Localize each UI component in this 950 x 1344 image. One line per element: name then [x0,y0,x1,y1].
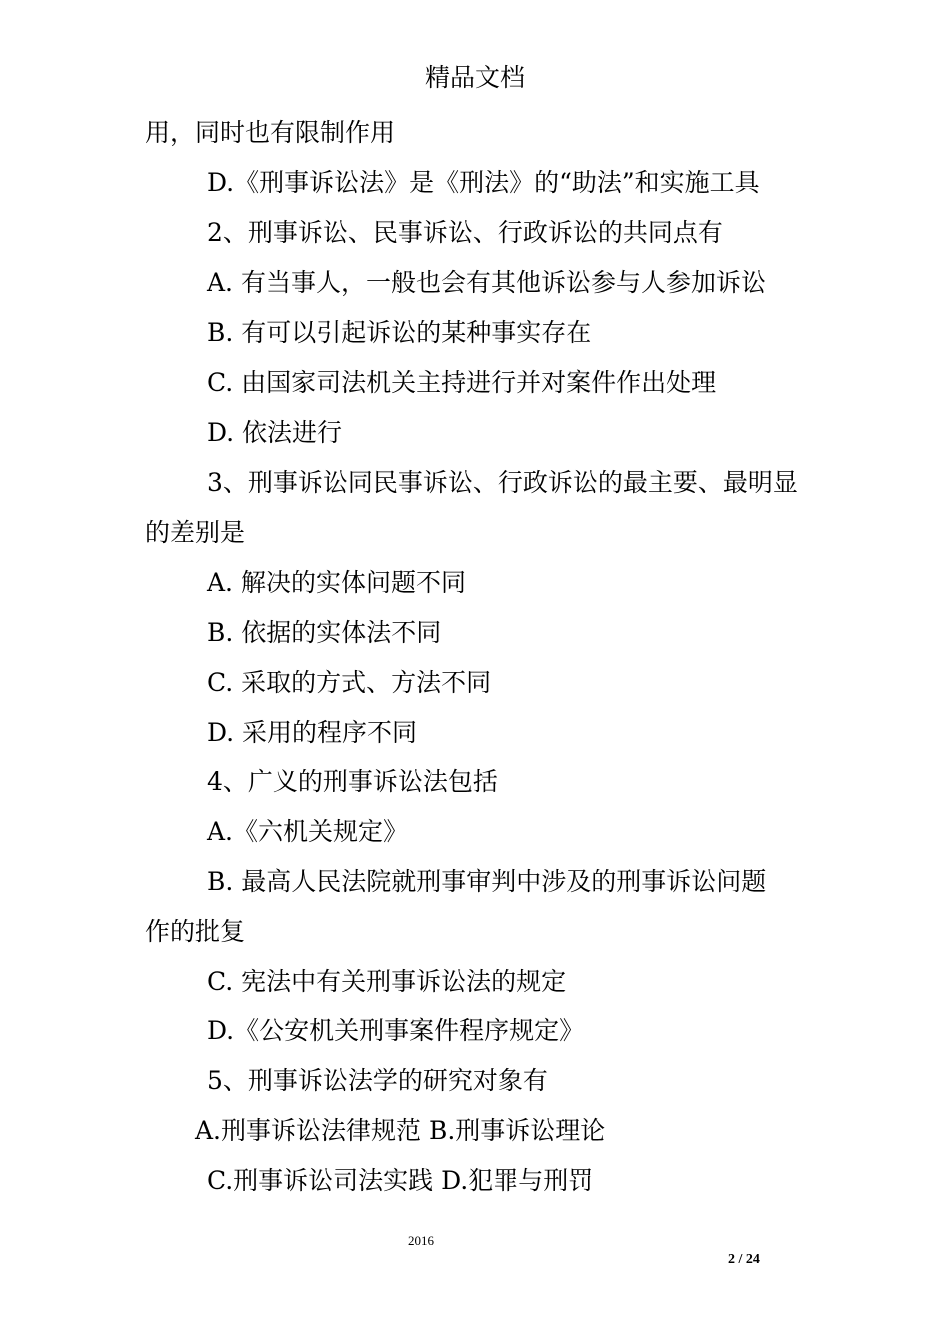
option-line: A. 解决的实体问题不同 [207,568,466,597]
option-line: A.《六机关规定》 [207,817,409,846]
question-line-continued: 的差别是 [145,518,246,547]
question-line: 5、刑事诉讼法学的研究对象有 [207,1066,548,1095]
option-line: D.《公安机关刑事案件程序规定》 [207,1016,585,1045]
option-line: D. 依法进行 [207,418,343,447]
page-number: 2 / 24 [728,1252,760,1267]
option-line: C.刑事诉讼司法实践 D.犯罪与刑罚 [207,1166,594,1195]
option-line: A. 有当事人，一般也会有其他诉讼参与人参加诉讼 [207,268,766,297]
text-line: D.《刑事诉讼法》是《刑法》的“助法”和实施工具 [207,168,760,197]
option-line: B. 依据的实体法不同 [207,618,442,647]
option-line: C. 采取的方式、方法不同 [207,668,492,697]
question-line: 3、刑事诉讼同民事诉讼、行政诉讼的最主要、最明显 [207,468,798,497]
option-line: C. 由国家司法机关主持进行并对案件作出处理 [207,368,717,397]
option-line-continued: 作的批复 [145,917,246,946]
option-line: C. 宪法中有关刑事诉讼法的规定 [207,967,567,996]
option-line: A.刑事诉讼法律规范 B.刑事诉讼理论 [195,1116,606,1145]
page-header-title: 精品文档 [424,63,525,92]
option-line: B. 最高人民法院就刑事审判中涉及的刑事诉讼问题 [207,867,767,896]
option-line: D. 采用的程序不同 [207,718,418,747]
option-line: B. 有可以引起诉讼的某种事实存在 [207,318,592,347]
question-line: 2、刑事诉讼、民事诉讼、行政诉讼的共同点有 [207,218,723,247]
question-line: 4、广义的刑事诉讼法包括 [207,767,498,796]
text-line: 用，同时也有限制作用 [145,118,396,147]
footer-year: 2016 [408,1233,434,1248]
